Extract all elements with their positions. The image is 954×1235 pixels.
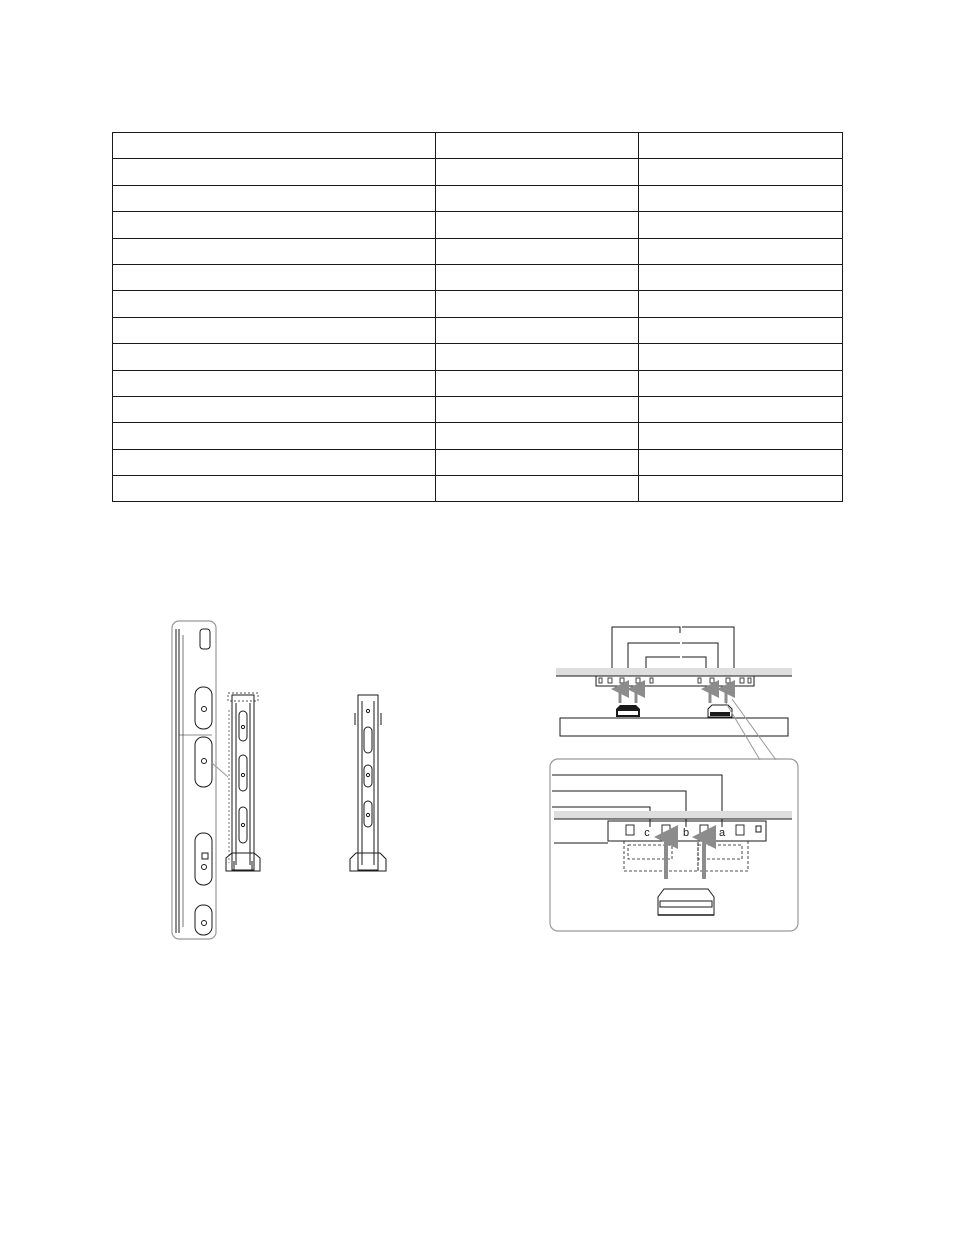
table-cell (436, 185, 639, 211)
table-row (113, 291, 843, 317)
detail-callout-frame (550, 759, 798, 931)
table-cell (639, 344, 843, 370)
table-cell (113, 317, 436, 343)
table-row (113, 317, 843, 343)
table-cell (639, 159, 843, 185)
table-cell (639, 476, 843, 502)
table-cell (113, 370, 436, 396)
table-cell (113, 449, 436, 475)
bracket-standalone (350, 695, 386, 871)
table-cell (436, 370, 639, 396)
table-row (113, 185, 843, 211)
table-row (113, 159, 843, 185)
table-cell (639, 264, 843, 290)
table-row (113, 476, 843, 502)
table-cell (436, 317, 639, 343)
table-cell (113, 344, 436, 370)
table-cell (113, 159, 436, 185)
table-cell (436, 159, 639, 185)
table-cell (639, 291, 843, 317)
table-cell (639, 212, 843, 238)
label-b: b (682, 827, 690, 839)
table-cell (113, 238, 436, 264)
table-row (113, 264, 843, 290)
label-a: a (718, 827, 726, 839)
spec-table (112, 132, 843, 502)
table-row (113, 133, 843, 159)
table-cell (436, 133, 639, 159)
right-figure-top-view (548, 615, 804, 935)
table-cell (436, 291, 639, 317)
table-cell (113, 291, 436, 317)
table-cell (113, 396, 436, 422)
table-cell (639, 317, 843, 343)
table-cell (639, 370, 843, 396)
table-cell (639, 449, 843, 475)
table-row (113, 238, 843, 264)
label-c: c (644, 827, 650, 839)
table-cell (113, 185, 436, 211)
table-row (113, 212, 843, 238)
table-cell (436, 449, 639, 475)
table-cell (113, 264, 436, 290)
table-cell (113, 423, 436, 449)
table-cell (639, 423, 843, 449)
left-figure-side-views (150, 615, 430, 945)
table-row (113, 344, 843, 370)
table-cell (436, 344, 639, 370)
table-cell (113, 133, 436, 159)
table-cell (436, 264, 639, 290)
table-row (113, 423, 843, 449)
table-cell (113, 476, 436, 502)
table-cell (436, 238, 639, 264)
spec-table-body (113, 133, 843, 502)
table-cell (436, 212, 639, 238)
table-cell (639, 396, 843, 422)
table-cell (436, 396, 639, 422)
table-row (113, 396, 843, 422)
table-row (113, 370, 843, 396)
bracket-mounted (226, 693, 260, 871)
table-cell (113, 212, 436, 238)
table-cell (436, 476, 639, 502)
table-cell (639, 238, 843, 264)
table-cell (436, 423, 639, 449)
table-cell (639, 185, 843, 211)
table-cell (639, 133, 843, 159)
table-row (113, 449, 843, 475)
